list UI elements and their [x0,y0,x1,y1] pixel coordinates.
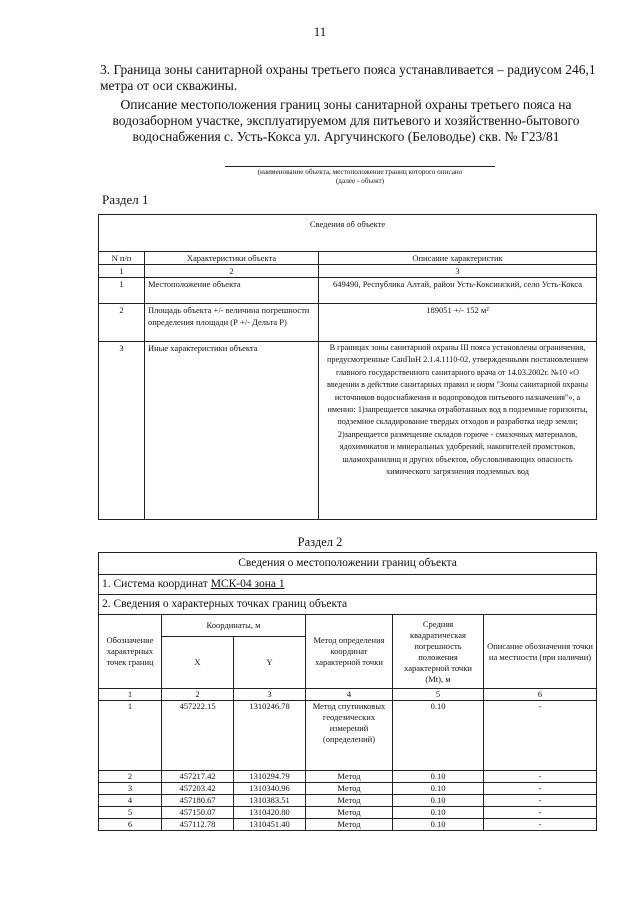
table-row [99,807,597,819]
table-row [99,304,597,342]
point-y: 1310246.78 [234,701,306,771]
row-value: В границах зоны санитарной охраны III пояса установлены ограничения, предусмотренные СанПиН 2.1.4.1110-02, утвержденными постановлением главного государственного санитарного врача от 14.03.2002г. №10 «О введении в действие санитарных правил и норм "Зоны санитарной охраны источников водоснабжения и водопроводов питьевого назначения"», а именно: 1)запрещается закачка отработанных вод в подземные горизонты, подземное складирование твердых отходов и разработка недр земли; 2)запрещается размещение складов горюче - смазочных материалов, ядохимикатов и минеральных удобрений, накопителей промстоков, шламохранилищ и других объектов, обусловливающих опасность химического загрязнения подземных вод [319,342,597,520]
point-method: Метод [306,819,393,831]
page-number: 11 [313,24,327,39]
col-number: 1 [99,689,162,701]
table-spacer [99,233,597,252]
point-x: 457112.78 [162,819,234,831]
points-section-title: 2. Сведения о характерных точках границ объекта [99,595,597,615]
header-y: Y [234,637,306,689]
intro-paragraph: 3. Граница зоны санитарной охраны третьего пояса устанавливается – радиусом 246,1 метра от оси скважины. [100,62,596,93]
coordinate-system-row [99,575,597,595]
description-underline [225,166,495,167]
boundary-points-table [98,552,597,831]
point-id: 2 [99,771,162,783]
caption-note-line1: (наименование объекта, местоположение границ которого описано [257,168,463,176]
header-error: Средняя квадратическая погрешность положения характерной точки (Mt), м [393,615,484,689]
table-row [99,342,597,520]
point-y: 1310383.51 [234,795,306,807]
header-marking: Описание обозначения точки на местности (при наличии) [484,615,597,689]
point-marking: - [484,819,597,831]
point-marking: - [484,807,597,819]
point-id: 3 [99,783,162,795]
section1-title: Раздел 1 [102,192,149,207]
section2-title: Раздел 2 [297,535,343,549]
point-method: Метод [306,771,393,783]
col-number: 6 [484,689,597,701]
point-method: Метод [306,783,393,795]
col-header-number: N п/п [99,252,145,265]
point-error: 0.10 [393,795,484,807]
row-characteristic: Площадь объекта +/- величина погрешности определения площади (Р +/- Дельта Р) [145,304,319,342]
point-error: 0.10 [393,807,484,819]
header-point-designation: Обозначение характерных точек границ [99,615,162,689]
header-coordinates: Координаты, м [162,615,306,637]
caption-note [180,168,540,186]
point-id: 4 [99,795,162,807]
row-value: 189051 +/- 152 м² [319,304,597,342]
col-number: 1 [99,265,145,278]
row-number: 2 [99,304,145,342]
col-number: 3 [319,265,597,278]
point-marking: - [484,783,597,795]
point-id: 6 [99,819,162,831]
point-error: 0.10 [393,819,484,831]
col-number: 2 [145,265,319,278]
point-error: 0.10 [393,701,484,771]
document-description: Описание местоположения границ зоны санитарной охраны третьего пояса на водозаборном участке, эксплуатируемом для питьевого и хозяйственно-бытового водоснабжения с. Усть-Кокса ул. Аргучинского (Беловодье) скв. № Г23/81 [112,97,580,144]
table-row [99,278,597,304]
col-number: 2 [162,689,234,701]
row-value: 649490, Республика Алтай, район Усть-Коксинский, село Усть-Кокса [319,278,597,304]
point-y: 1310451.40 [234,819,306,831]
point-y: 1310420.80 [234,807,306,819]
col-header-characteristic: Характеристики объекта [145,252,319,265]
point-marking: - [484,701,597,771]
point-id: 1 [99,701,162,771]
table-row [99,819,597,831]
object-info-table [98,214,597,520]
point-x: 457180.67 [162,795,234,807]
row-characteristic: Местоположение объекта [145,278,319,304]
row-characteristic: Иные характеристики объекта [145,342,319,520]
coordinate-system-label: 1. Система координат [102,578,208,590]
header-method: Метод определения координат характерной точки [306,615,393,689]
table-row [99,701,597,771]
point-id: 5 [99,807,162,819]
point-method: Метод [306,807,393,819]
row-number: 3 [99,342,145,520]
point-x: 457217.42 [162,771,234,783]
point-error: 0.10 [393,771,484,783]
row-number: 1 [99,278,145,304]
col-number: 3 [234,689,306,701]
object-info-table-title: Сведения об объекте [99,215,597,233]
coordinate-system-value: МСК-04 зона 1 [210,578,285,590]
table-row [99,783,597,795]
boundary-table-title: Сведения о местоположении границ объекта [99,553,597,575]
table-row [99,795,597,807]
point-x: 457150.07 [162,807,234,819]
point-error: 0.10 [393,783,484,795]
point-y: 1310294.79 [234,771,306,783]
point-marking: - [484,771,597,783]
point-method: Метод [306,795,393,807]
col-number: 4 [306,689,393,701]
point-method: Метод спутниковых геодезических измерений (определений) [306,701,393,771]
point-y: 1310340.96 [234,783,306,795]
header-x: X [162,637,234,689]
col-number: 5 [393,689,484,701]
point-marking: - [484,795,597,807]
col-header-description: Описание характеристик [319,252,597,265]
point-x: 457203.42 [162,783,234,795]
point-x: 457222.15 [162,701,234,771]
caption-note-line2: (далее - объект) [335,177,385,185]
table-row [99,771,597,783]
